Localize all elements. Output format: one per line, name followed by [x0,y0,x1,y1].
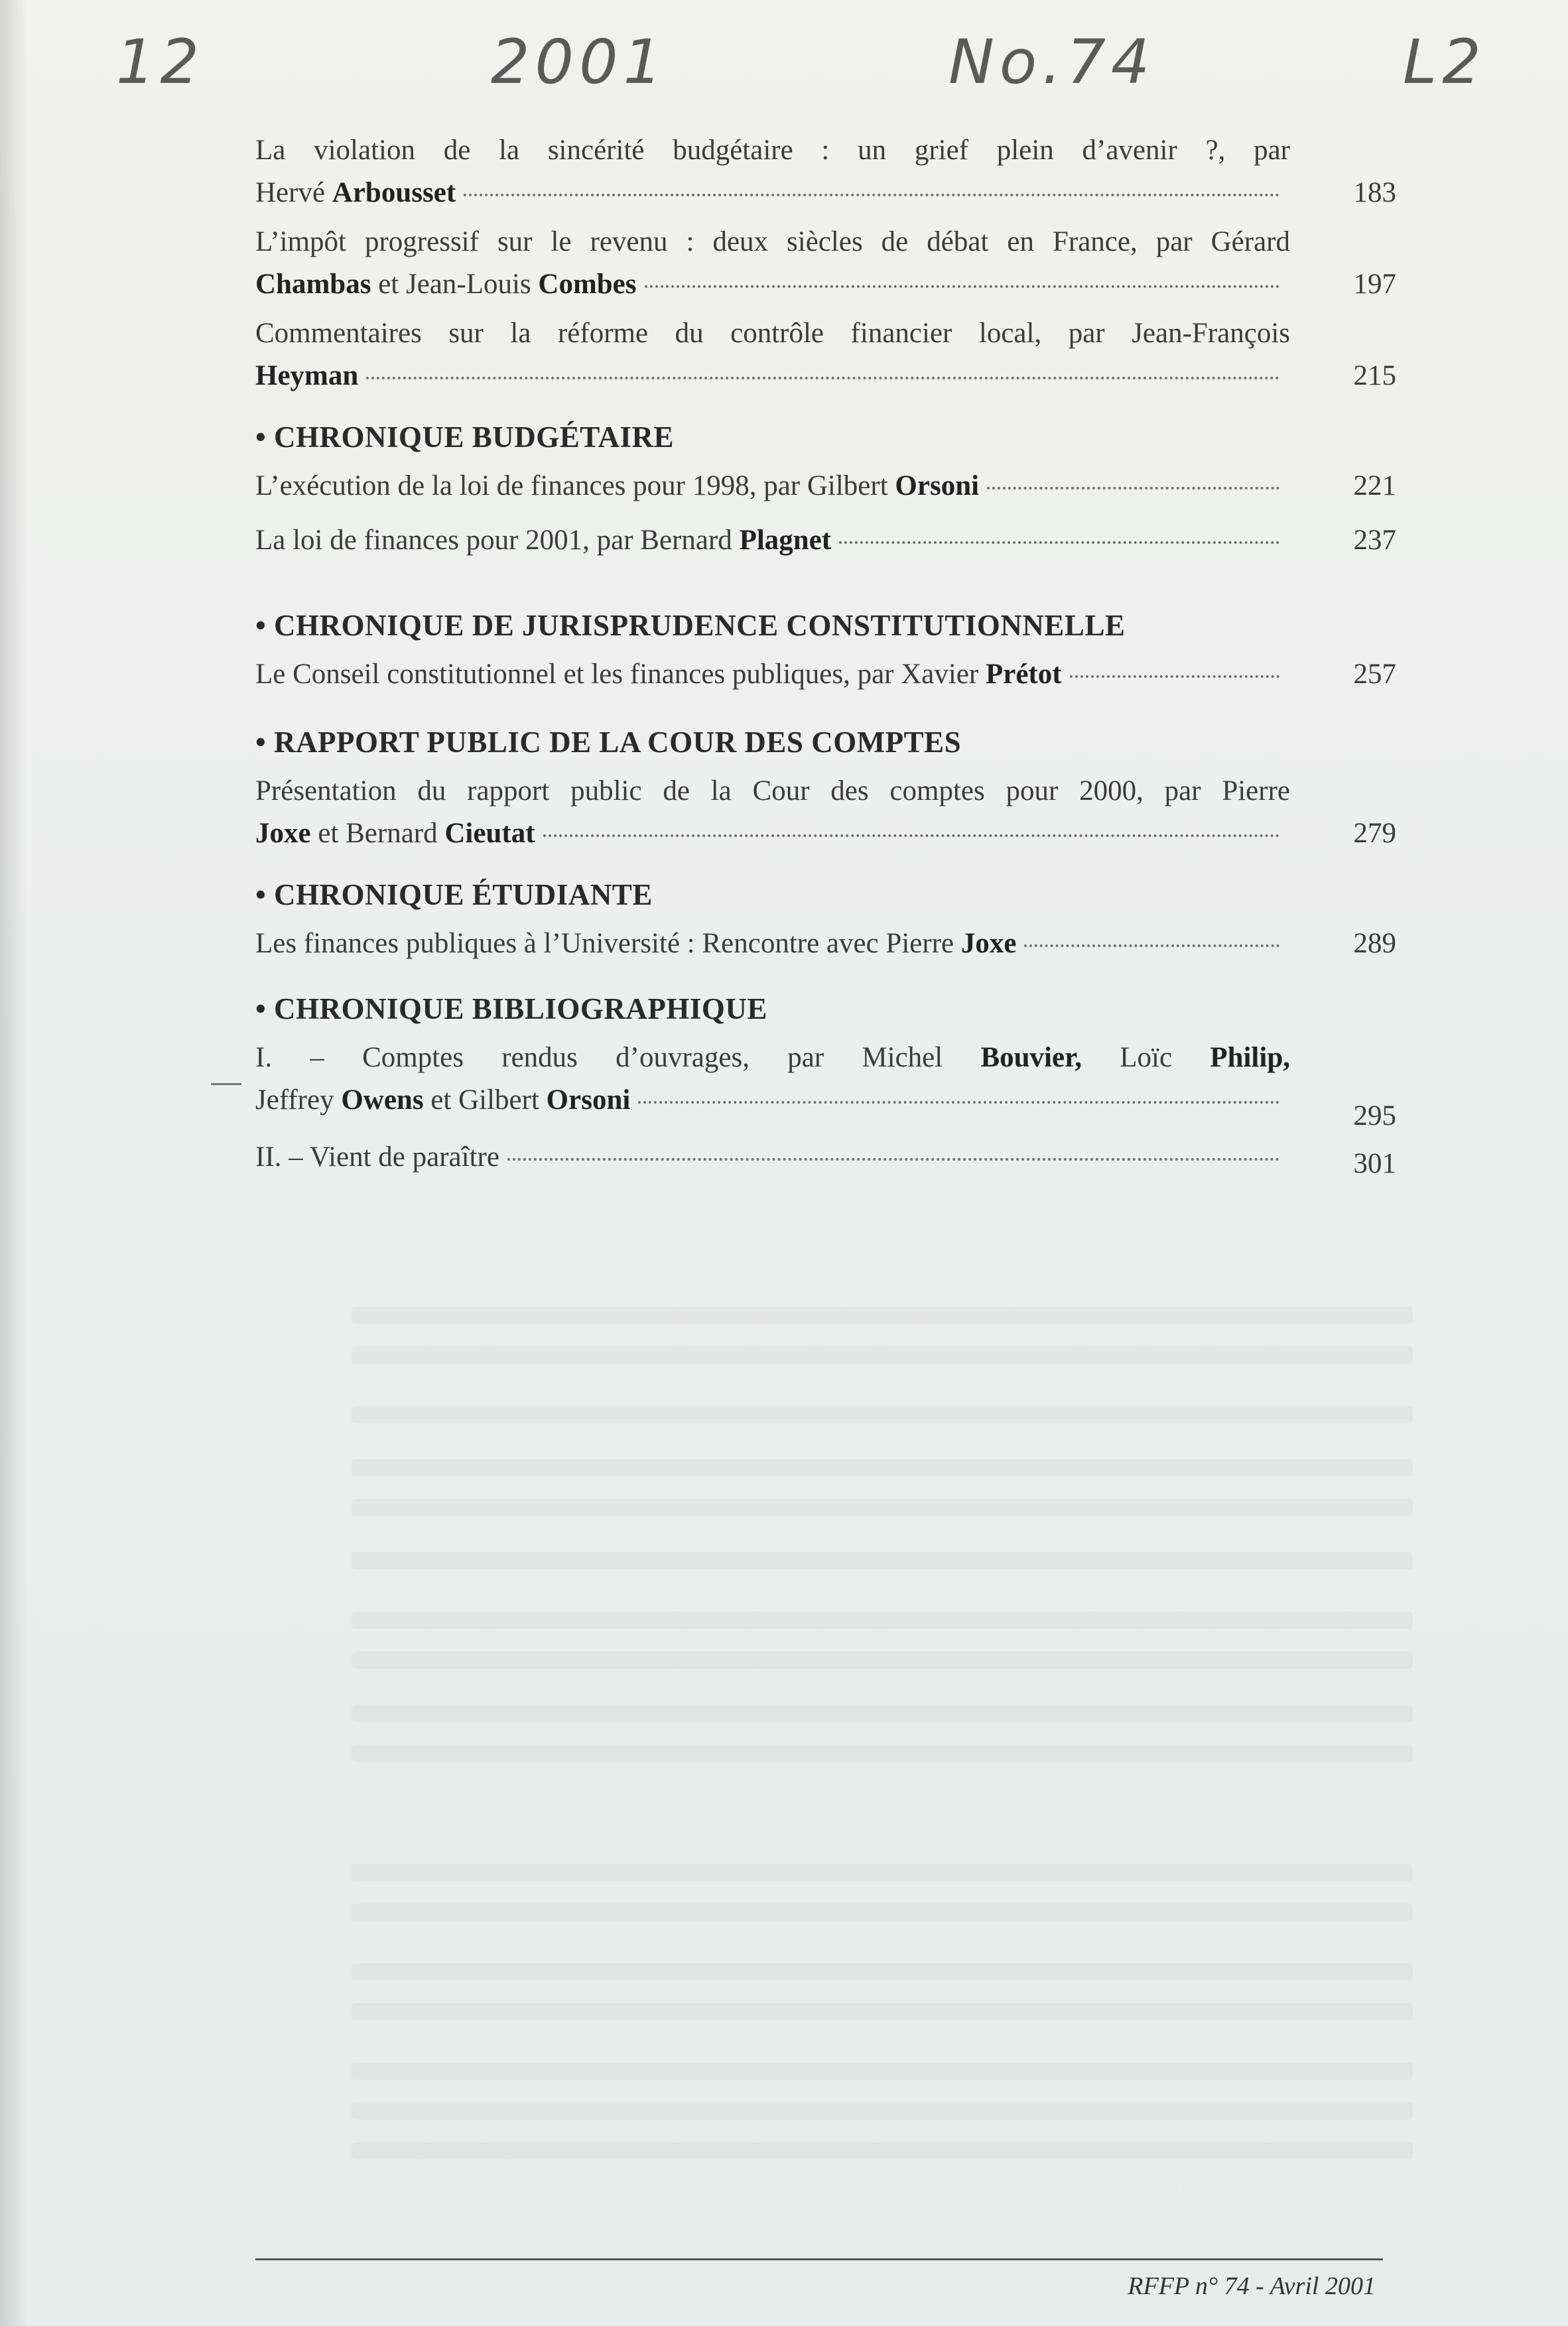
bleed-through-line [352,1307,1413,1324]
handwritten-number-right: L2 [1403,27,1486,97]
bleed-through-line [352,2003,1413,2020]
leader-dots [987,487,1279,489]
toc-entry-title: II. – Vient de paraître [255,1141,499,1173]
footer-journal-reference: RFFP n° 74 - Avril 2001 [1128,2272,1376,2300]
leader-dots [1024,944,1279,947]
bleed-through-line [352,1612,1413,1629]
toc-page-number: 221 [1353,470,1396,501]
toc-entry-title: L’impôt progressif sur le revenu : deux siècles de débat en France, par Gérard [255,226,1290,257]
section-heading-budgetaire: • CHRONIQUE BUDGÉTAIRE [255,420,675,454]
toc-entry-title: Le Conseil constitutionnel et les finances publiques, par Xavier [255,659,986,690]
bleed-through-line [352,1864,1413,1881]
toc-entry-author-last: Orsoni [546,1084,631,1116]
toc-page-number: 295 [1353,1100,1396,1131]
toc-entry[interactable] [255,923,1396,965]
toc-entry[interactable] [255,312,1396,397]
toc-entry[interactable] [255,129,1396,214]
toc-entry-author-last: Bouvier, [980,1042,1082,1073]
toc-page-number: 257 [1353,659,1396,690]
handwritten-number-left: 12 [116,27,205,97]
toc-entry[interactable] [255,1037,1396,1131]
toc-page-number: 301 [1353,1148,1396,1179]
leader-dots [638,1101,1279,1104]
margin-dash-mark [211,1083,241,1085]
toc-entry-title [255,1037,1290,1079]
toc-entry-title: Commentaires sur la réforme du contrôle financier local, par Jean-François [255,318,1290,349]
toc-entry-author-first: Hervé [255,177,332,208]
toc-entry-author-last: Combes [538,269,637,300]
bleed-through-line [352,1459,1413,1476]
toc-page-number: 197 [1353,269,1396,300]
toc-entry-connector: et Bernard [310,818,445,849]
toc-page-number: 215 [1353,360,1396,391]
bleed-through-line [352,1552,1413,1569]
bleed-through-line [352,1744,1413,1762]
toc-page-number: 183 [1353,177,1396,208]
toc-entry[interactable] [255,770,1396,855]
toc-entry-author-last: Prétot [986,659,1062,690]
bleed-through-line [352,1651,1413,1669]
toc-entry-author-last: Arbousset [332,177,456,208]
toc-entry-author-last: Heyman [255,360,359,391]
toc-entry-author-last: Philip, [1210,1042,1290,1073]
leader-dots [645,285,1280,288]
bleed-through-line [352,2142,1413,2160]
section-heading-etudiante: • CHRONIQUE ÉTUDIANTE [255,878,653,911]
toc-entry-connector: Loïc [1081,1042,1210,1073]
leader-dots [839,541,1279,544]
toc-entry-author-last: Cieutat [444,818,535,849]
toc-entry-author-first: Jeffrey [255,1084,342,1116]
leader-dots [464,194,1279,196]
toc-entry[interactable] [255,221,1396,306]
bleed-through-line [352,1963,1413,1980]
leader-dots [1070,675,1279,678]
section-heading-bibliographique: • CHRONIQUE BIBLIOGRAPHIQUE [255,992,767,1025]
page-edge-shadow [0,0,27,2326]
toc-page-number: 237 [1353,525,1396,556]
toc-entry-author-last: Chambas [255,269,371,300]
bleed-through-line [352,2063,1413,2080]
bleed-through-line [352,2102,1413,2120]
section-heading-jurisprudence: • CHRONIQUE DE JURISPRUDENCE CONSTITUTIONNELLE [255,609,1126,642]
section-heading-rapport: • RAPPORT PUBLIC DE LA COUR DES COMPTES [255,726,962,759]
toc-entry[interactable] [255,1136,1396,1179]
toc-entry-author-last: Joxe [255,818,311,849]
toc-entry-title: La loi de finances pour 2001, par Bernard [255,525,740,556]
toc-entry-title-part: I. – Comptes rendus d’ouvrages, par Michel [255,1042,981,1073]
bleed-through-line [352,1499,1413,1516]
handwritten-year: 2001 [491,27,668,97]
toc-entry-title: La violation de la sincérité budgétaire : un grief plein d’avenir ?, par [255,135,1290,166]
bleed-through-line [352,1346,1413,1364]
toc-entry-author-last: Orsoni [895,470,980,501]
toc-entry-title: L’exécution de la loi de finances pour 1998, par Gilbert [255,470,895,501]
bleed-through-line [352,1406,1413,1423]
table-of-contents [255,129,1396,1185]
bleed-through-line [352,1705,1413,1722]
toc-entry[interactable] [255,653,1396,696]
toc-entry-title: Les finances publiques à l’Université : Rencontre avec Pierre [255,928,961,959]
toc-entry-title: Présentation du rapport public de la Cour des comptes pour 2000, par Pierre [255,775,1290,807]
leader-dots [366,377,1279,379]
toc-page-number: 289 [1353,928,1396,959]
bleed-through-line [352,1904,1413,1921]
toc-entry-author-last: Owens [341,1084,424,1116]
leader-dots [507,1158,1279,1161]
leader-dots [543,834,1279,837]
toc-entry[interactable] [255,465,1396,507]
toc-page-number: 279 [1353,818,1396,849]
toc-entry-author-last: Plagnet [739,525,832,556]
toc-entry-connector: et Gilbert [423,1084,547,1116]
handwritten-issue: No.74 [948,27,1155,97]
toc-entry[interactable] [255,519,1396,562]
footer-rule [255,2258,1383,2260]
toc-entry-connector: et Jean-Louis [371,269,539,300]
toc-entry-author-last: Joxe [960,928,1017,959]
